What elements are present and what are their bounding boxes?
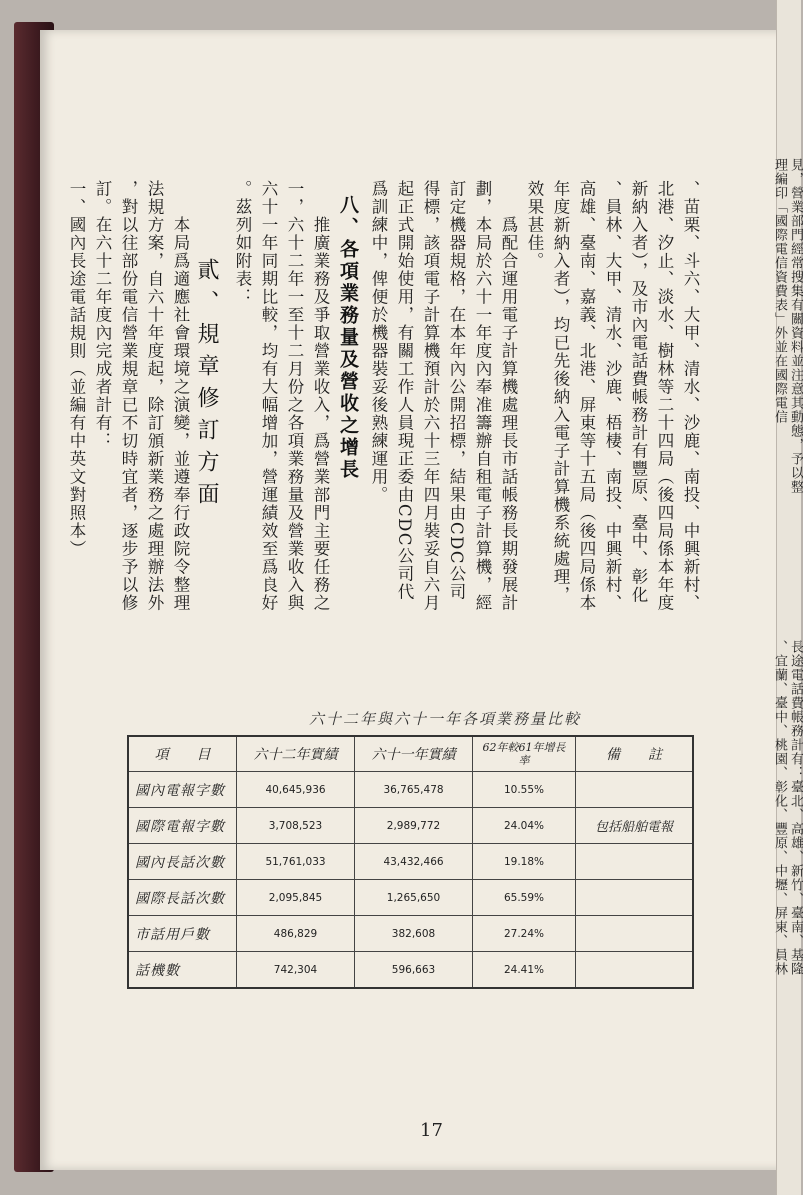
cell-y62: 3,708,523: [237, 808, 355, 844]
cell-item: 國際長話次數: [128, 880, 237, 916]
table-row: [128, 952, 693, 989]
cell-y61: 2,989,772: [355, 808, 473, 844]
table-row: [128, 844, 693, 880]
cell-y62: 486,829: [237, 916, 355, 952]
body-c-column-4: 訂。在六十二年度內完成者計有：: [93, 180, 112, 450]
cell-growth: 27.24%: [473, 916, 576, 952]
body-column-3: 新納入者），及市內電話費帳務計有豐原、臺中、彰化: [629, 180, 648, 604]
body-column-1: 、苗栗、斗六、大甲、清水、沙鹿、南投、中興新村、: [681, 180, 700, 612]
cell-y61: 1,265,650: [355, 880, 473, 916]
table-caption: 六十二年與六十一年各項業務量比較: [308, 710, 581, 728]
body-column-7: 效果甚佳。: [525, 180, 544, 270]
header-y62: 六十二年實績: [237, 736, 355, 772]
cell-growth: 65.59%: [473, 880, 576, 916]
header-item: 項 目: [128, 736, 237, 772]
body-column-10: 訂定機器規格，在本年內公開招標，結果由CDC公司: [447, 180, 466, 601]
cell-remark: [576, 952, 694, 989]
body-column-6: 年度新納入者），均已先後納入電子計算機系統處理，: [551, 180, 570, 604]
adjacent-page-column: 見，營業部門經常搜集有關資料並注意其動態，予以整: [788, 158, 803, 494]
cell-growth: 19.18%: [473, 844, 576, 880]
cell-remark: [576, 880, 694, 916]
header-growth: 62年較61年增長率: [473, 736, 576, 772]
table-row: [128, 772, 693, 808]
body-c-column-2: 法規方案，自六十年度起，除訂頒新業務之處理辦法外: [145, 180, 164, 612]
cell-item: 國際電報字數: [128, 808, 237, 844]
cell-growth: 10.55%: [473, 772, 576, 808]
cell-remark: [576, 772, 694, 808]
body-b-column-1: 推廣業務及爭取營業收入，爲營業部門主要任務之: [311, 180, 330, 612]
section-heading-8: 八、各項業務量及營收之增長: [337, 195, 359, 481]
cell-y61: 596,663: [355, 952, 473, 989]
adjacent-page-edge: [772, 0, 803, 1195]
cell-y62: 51,761,033: [237, 844, 355, 880]
cell-y62: 742,304: [237, 952, 355, 989]
cell-growth: 24.41%: [473, 952, 576, 989]
body-column-9: 劃，本局於六十一年度內奉准籌辦自租電子計算機，經: [473, 180, 492, 612]
table-row: [128, 808, 693, 844]
body-column-8: 爲配合運用電子計算機處理長市話帳務長期發展計: [499, 180, 518, 612]
comparison-table: [127, 735, 694, 989]
cell-remark: 包括船舶電報: [576, 808, 694, 844]
header-remark: 備 註: [576, 736, 694, 772]
body-column-4: 、員林、大甲、清水、沙鹿、梧棲、南投、中興新村、: [603, 180, 622, 612]
body-column-11: 得標，該項電子計算機預計於六十三年四月裝妥自六月: [421, 180, 440, 612]
body-c-column-5: 一、國內長途電話規則（並編有中英文對照本）: [67, 180, 86, 558]
body-b-column-2: 一，六十二年一至十二月份之各項業務量及營業收入與: [285, 180, 304, 612]
cell-y61: 382,608: [355, 916, 473, 952]
cell-y61: 43,432,466: [355, 844, 473, 880]
section-heading-2: 貳、規章修訂方面: [194, 258, 219, 514]
cell-y61: 36,765,478: [355, 772, 473, 808]
body-column-5: 高雄、臺南、嘉義、北港、屏東等十五局（後四局係本: [577, 180, 596, 612]
cell-item: 國內電報字數: [128, 772, 237, 808]
table-row: [128, 880, 693, 916]
body-c-column-1: 本局爲適應社會環境之演變，並遵奉行政院令整理: [171, 180, 190, 612]
cell-item: 市話用戶數: [128, 916, 237, 952]
cell-y62: 40,645,936: [237, 772, 355, 808]
document-page: [40, 30, 782, 1170]
body-c-column-3: ，對以往部份電信營業規章已不切時宜者，逐步予以修: [119, 180, 138, 612]
body-b-column-3: 六十一年同期比較，均有大幅增加，營運績效至爲良好: [259, 180, 278, 612]
cell-remark: [576, 916, 694, 952]
table-row: [128, 916, 693, 952]
header-y61: 六十一年實績: [355, 736, 473, 772]
body-b-column-4: 。茲列如附表：: [233, 180, 252, 306]
cell-item: 國內長話次數: [128, 844, 237, 880]
adjacent-page-column: 理編印「國際電信資費表」外並在國際電信: [772, 158, 787, 424]
page-number: 17: [420, 1120, 443, 1141]
adjacent-page-column: 、宜蘭、臺中、桃園、彰化、豐原、中壢、屏東、員林: [772, 640, 787, 976]
cell-growth: 24.04%: [473, 808, 576, 844]
cell-remark: [576, 844, 694, 880]
table-header-row: [128, 736, 693, 772]
adjacent-page-column: 長途電話費帳務計有：臺北、高雄、新竹、臺南、基隆: [788, 640, 803, 976]
cell-item: 話機數: [128, 952, 237, 989]
body-column-13: 爲訓練中，俾便於機器裝妥後熟練運用。: [369, 180, 388, 504]
body-column-12: 起正式開始使用，有關工作人員現正委由CDC公司代: [395, 180, 414, 601]
cell-y62: 2,095,845: [237, 880, 355, 916]
body-column-2: 北港、汐止、淡水、樹林等二十四局（後四局係本年度: [655, 180, 674, 612]
